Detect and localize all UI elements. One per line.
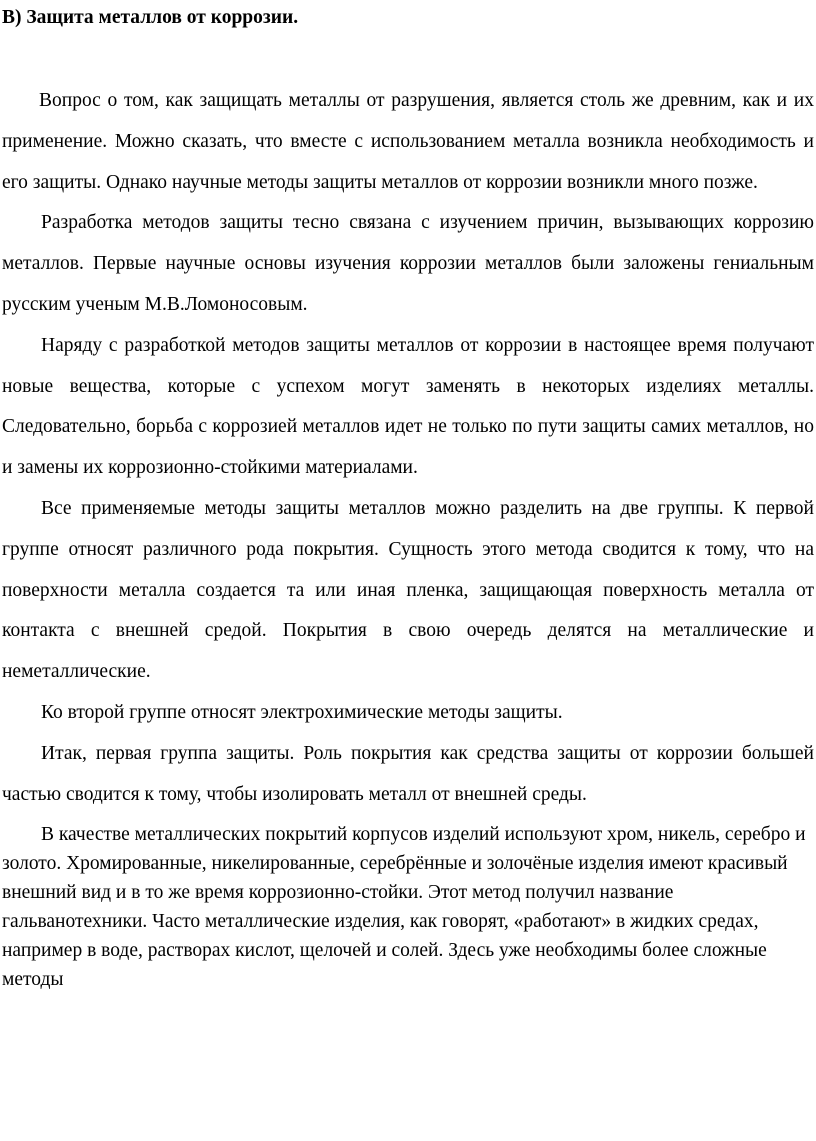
paragraph-new-materials: Наряду с разработкой методов защиты металлов от коррозии в настоящее время получают новые вещества, которые с успехом могут заменять в некоторых изделиях металлы. Следовательно, борьба с коррозией металлов идет не только по пути защиты самих металлов, но и замены их коррозионно-стойкими материалами. [2,334,814,479]
paragraph-methods-research: Разработка методов защиты тесно связана с изучением причин, вызывающих коррозию металлов. Первые научные основы изучения коррозии металлов были заложены гениальным русским ученым М.В.Ломоносовым. [2,212,814,315]
paragraph-metallic-coatings: В качестве металлических покрытий корпусов изделий используют хром, никель, серебро и золото. Хромированные, никелированные, серебрённые и золочёные изделия имеют красивый внешний вид и в то же время коррозионно-стойки. Этот метод получил название гальванотехники. Часто металлические изделия, как говорят, «работают» в жидких средах, например в воде, растворах кислот, щелочей и солей. Здесь уже необходимы более сложные методы [2,824,806,990]
paragraph-two-groups: Все применяемые методы защиты металлов можно разделить на две группы. К первой группе относят различного рода покрытия. Сущность этого метода сводится к тому, что на поверхности металла создается та или иная пленка, защищающая поверхность металла от контакта с внешней средой. Покрытия в свою очередь делятся на металлические и неметаллические. [2,497,814,683]
section-heading: В) Защита металлов от коррозии. [2,7,299,28]
paragraph-second-group: Ко второй группе относят электрохимические методы защиты. [41,701,563,723]
paragraph-first-group: Итак, первая группа защиты. Роль покрытия как средства защиты от коррозии большей частью сводится к тому, чтобы изолировать металл от внешней среды. [2,742,814,805]
paragraph-history: Вопрос о том, как защищать металлы от разрушения, является столь же древним, как и их применение. Можно сказать, что вместе с использованием металла возникла необходимость и его защиты. Однако научные методы защиты металлов от коррозии возникли много позже. [2,90,814,193]
